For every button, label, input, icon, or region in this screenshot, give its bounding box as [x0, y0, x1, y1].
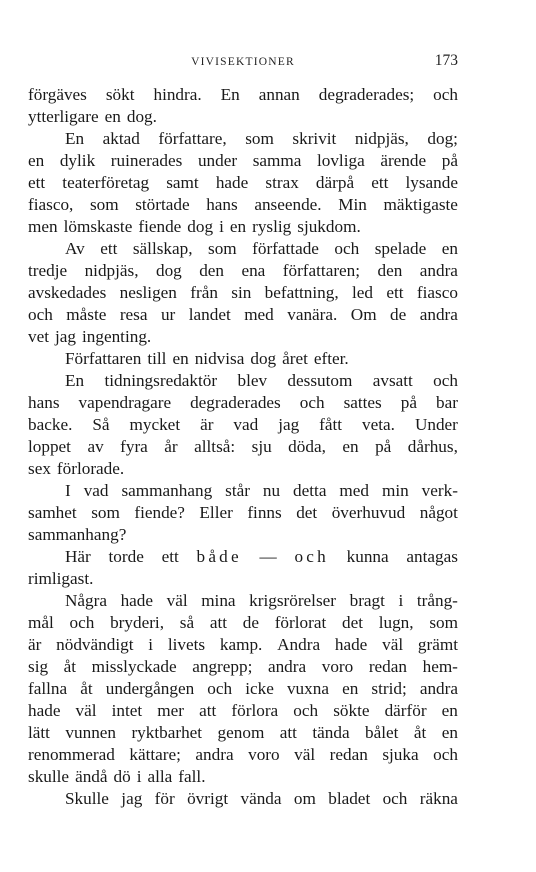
word: skrivit — [292, 129, 337, 148]
word: väl — [166, 591, 188, 610]
text-line — [28, 194, 458, 216]
word: fiende — [138, 217, 182, 236]
word: om — [293, 789, 316, 808]
word: och — [433, 85, 458, 104]
word: — — [259, 547, 277, 566]
word: att — [209, 613, 227, 632]
running-head — [28, 52, 458, 72]
word: alltså: — [194, 437, 236, 456]
word: den — [199, 261, 225, 280]
word: ärende — [380, 151, 427, 170]
word: voro — [321, 657, 354, 676]
text-line — [28, 656, 458, 678]
word: en — [104, 107, 121, 126]
word: Skulle — [65, 789, 109, 808]
word: ruinerades — [110, 151, 183, 170]
word: mål — [28, 613, 54, 632]
word: dog; — [427, 129, 458, 148]
word: och — [28, 305, 53, 324]
word: fallna — [28, 679, 68, 698]
word: hade — [28, 701, 61, 720]
word: det — [341, 613, 363, 632]
word: på — [400, 393, 417, 412]
word: avskedades — [28, 283, 107, 302]
word: av — [87, 437, 104, 456]
word: den — [377, 261, 403, 280]
word: ett — [386, 283, 404, 302]
word: men — [28, 217, 58, 236]
word: lugn, — [378, 613, 414, 632]
word: dö — [113, 767, 131, 786]
word: de — [242, 613, 259, 632]
word: hans — [206, 195, 238, 214]
word: i — [219, 217, 224, 236]
text-line — [28, 172, 458, 194]
word: med — [244, 305, 274, 324]
word: efter. — [313, 349, 349, 368]
word: nidvisa — [194, 349, 245, 368]
word: fiende? — [134, 503, 185, 522]
word: torde — [108, 547, 144, 566]
word: lätt — [28, 723, 50, 742]
word: lömskaste — [63, 217, 133, 236]
word: sex — [28, 459, 51, 478]
word: Eller — [199, 503, 233, 522]
word: övrigt — [187, 789, 229, 808]
word: måste — [66, 305, 107, 324]
word: från — [190, 283, 218, 302]
word: dog — [155, 261, 182, 280]
word: andra — [267, 657, 307, 676]
word: både — [196, 547, 242, 566]
text-line — [28, 590, 458, 612]
word: för — [154, 789, 175, 808]
word: livets — [167, 635, 206, 654]
word: vad — [83, 481, 109, 500]
word: samma — [252, 151, 302, 170]
word: Här — [65, 547, 91, 566]
word: som — [245, 129, 274, 148]
word: Så — [92, 415, 110, 434]
word: bålet — [365, 723, 399, 742]
word: Om — [350, 305, 377, 324]
word: Min — [338, 195, 367, 214]
word: En — [220, 85, 240, 104]
word: bar — [435, 393, 458, 412]
word: en — [229, 217, 247, 236]
word: något — [419, 503, 458, 522]
word: förlorade. — [56, 459, 125, 478]
text-line — [28, 634, 458, 656]
word: det — [296, 503, 318, 522]
word: en — [441, 723, 458, 742]
word: att — [279, 723, 297, 742]
word: min — [381, 481, 409, 500]
word: räkna — [419, 789, 458, 808]
word: Under — [414, 415, 458, 434]
word: en — [342, 679, 359, 698]
word: i — [136, 767, 142, 786]
word: sjukdom. — [297, 217, 361, 236]
word: år — [164, 437, 178, 456]
word: nidpjäs, — [354, 129, 409, 148]
word: och — [294, 547, 329, 566]
word: på — [441, 151, 458, 170]
word: renommerad — [28, 745, 115, 764]
page-number: 173 — [434, 52, 458, 69]
word: mer — [157, 701, 185, 720]
word: jag — [278, 415, 300, 434]
word: alla — [147, 767, 173, 786]
word: som — [429, 613, 458, 632]
word: åt — [80, 679, 93, 698]
word: ytterligare — [28, 107, 99, 126]
word: dylik — [59, 151, 96, 170]
word: så — [179, 613, 195, 632]
word: strax — [265, 173, 299, 192]
word: fått — [319, 415, 343, 434]
word: andra — [195, 745, 234, 764]
word: de — [390, 305, 407, 324]
word: som — [208, 239, 237, 258]
word: och — [207, 679, 233, 698]
word: därpå — [315, 173, 355, 192]
word: trång- — [416, 591, 458, 610]
word: veta. — [362, 415, 395, 434]
text-line — [28, 392, 458, 414]
text-line — [28, 106, 458, 128]
word: författade — [252, 239, 319, 258]
word: aktad — [102, 129, 140, 148]
word: hade — [215, 173, 249, 192]
word: och — [433, 371, 458, 390]
word: kättare; — [129, 745, 181, 764]
text-line — [28, 150, 458, 172]
text-line — [28, 84, 458, 106]
word: mäktigaste — [383, 195, 458, 214]
word: och — [299, 393, 325, 412]
word: som — [89, 195, 119, 214]
text-line — [28, 216, 458, 238]
text-line — [28, 304, 458, 326]
word: därför — [384, 701, 427, 720]
word: backe. — [28, 415, 73, 434]
text-line — [28, 436, 458, 458]
word: sattes — [343, 393, 382, 412]
word: året — [282, 349, 308, 368]
word: ett — [161, 547, 179, 566]
word: andra — [419, 679, 458, 698]
word: vunnen — [65, 723, 117, 742]
word: vända — [240, 789, 282, 808]
word: jag — [121, 789, 143, 808]
word: hans — [28, 393, 60, 412]
word: sin — [231, 283, 252, 302]
word: Av — [65, 239, 85, 258]
word: fiasco, — [28, 195, 74, 214]
word: rimligast. — [28, 569, 94, 588]
word: misslyckade — [91, 657, 177, 676]
word: förlorat — [274, 613, 327, 632]
word: i — [398, 591, 404, 610]
word: En — [65, 129, 85, 148]
word: teaterföretag — [62, 173, 150, 192]
word: som — [91, 503, 120, 522]
word: hindra. — [153, 85, 202, 104]
word: undergången — [105, 679, 195, 698]
word: detta — [293, 481, 327, 500]
word: ett — [371, 173, 389, 192]
word: en — [342, 437, 359, 456]
text-line — [28, 348, 458, 370]
word: är — [28, 635, 42, 654]
word: redan — [368, 657, 407, 676]
word: en — [172, 349, 189, 368]
text-line — [28, 568, 458, 590]
word: antagas — [406, 547, 458, 566]
word: dog — [250, 349, 277, 368]
text-line — [28, 546, 458, 568]
word: verk- — [421, 481, 458, 500]
text-line — [28, 260, 458, 282]
word: nu — [262, 481, 281, 500]
word: en — [441, 239, 458, 258]
text-line — [28, 282, 458, 304]
text-line — [28, 678, 458, 700]
word: och — [433, 745, 458, 764]
word: fyra — [120, 437, 148, 456]
word: en — [28, 151, 45, 170]
word: dog — [187, 217, 214, 236]
word: tidningsredaktör — [104, 371, 218, 390]
word: sig — [28, 657, 49, 676]
word: Andra — [277, 635, 321, 654]
word: ett — [100, 239, 118, 258]
word: döda, — [288, 437, 326, 456]
word: vad — [233, 415, 259, 434]
word: tända — [312, 723, 350, 742]
word: strid; — [371, 679, 407, 698]
word: och — [382, 789, 408, 808]
text-line — [28, 612, 458, 634]
word: finns — [247, 503, 282, 522]
text-line — [28, 744, 458, 766]
word: vuxna — [286, 679, 329, 698]
text-line — [28, 722, 458, 744]
text-line — [28, 502, 458, 524]
word: mina — [201, 591, 236, 610]
word: ena — [241, 261, 266, 280]
word: degraderades — [190, 393, 281, 412]
word: hade — [120, 591, 154, 610]
word: sökte — [333, 701, 370, 720]
word: ur — [160, 305, 176, 324]
word: överhuvud — [331, 503, 406, 522]
word: degraderades; — [318, 85, 415, 104]
word: vet — [28, 327, 49, 346]
word: i — [148, 635, 154, 654]
word: anseende. — [254, 195, 322, 214]
word: Författaren — [65, 349, 142, 368]
word: sju — [251, 437, 272, 456]
word: sällskap, — [132, 239, 193, 258]
word: dog. — [126, 107, 157, 126]
word: sammanhang — [121, 481, 213, 500]
word: lysande — [405, 173, 458, 192]
word: förgäves — [28, 85, 87, 104]
word: mycket — [129, 415, 181, 434]
word: bragt — [349, 591, 385, 610]
word: icke — [245, 679, 274, 698]
word: sjuka — [382, 745, 419, 764]
word: vanära. — [287, 305, 338, 324]
word: sökt — [105, 85, 135, 104]
word: voro — [248, 745, 280, 764]
word: hem- — [422, 657, 458, 676]
word: åt — [63, 657, 77, 676]
word: loppet — [28, 437, 71, 456]
word: ryslig — [252, 217, 292, 236]
word: hade — [334, 635, 368, 654]
word: en — [441, 701, 458, 720]
text-line — [28, 414, 458, 436]
body-text — [28, 84, 458, 810]
text-line — [28, 458, 458, 480]
word: samt — [166, 173, 199, 192]
word: landet — [188, 305, 231, 324]
word: intet — [111, 701, 143, 720]
running-title: VIVISEKTIONER — [191, 56, 295, 68]
word: förlora — [231, 701, 279, 720]
word: ryktbarhet — [131, 723, 203, 742]
word: genom — [217, 723, 265, 742]
word: väl — [382, 635, 404, 654]
text-line — [28, 788, 458, 810]
word: sammanhang? — [28, 525, 127, 544]
word: redan — [329, 745, 368, 764]
word: samhet — [28, 503, 77, 522]
word: på — [375, 437, 392, 456]
word: står — [225, 481, 250, 500]
word: lovliga — [316, 151, 365, 170]
word: nesligen — [119, 283, 177, 302]
word: åt — [413, 723, 427, 742]
word: led — [352, 283, 373, 302]
word: och — [293, 701, 319, 720]
word: väl — [294, 745, 316, 764]
word: grämt — [417, 635, 458, 654]
word: bladet — [328, 789, 371, 808]
text-line — [28, 480, 458, 502]
word: befattning, — [264, 283, 339, 302]
word: ett — [28, 173, 46, 192]
word: blev — [237, 371, 268, 390]
word: I — [65, 481, 71, 500]
text-line — [28, 370, 458, 392]
word: andra — [419, 261, 458, 280]
word: bryderi, — [110, 613, 165, 632]
word: Några — [65, 591, 107, 610]
word: angrepp; — [192, 657, 253, 676]
word: andra — [419, 305, 458, 324]
word: resa — [119, 305, 148, 324]
word: författare, — [158, 129, 227, 148]
word: spelade — [374, 239, 427, 258]
word: dessutom — [287, 371, 353, 390]
word: nidpjäs, — [84, 261, 139, 280]
word: fiasco — [416, 283, 458, 302]
word: skulle — [28, 767, 70, 786]
text-line — [28, 326, 458, 348]
word: kamp. — [219, 635, 263, 654]
word: författaren; — [282, 261, 361, 280]
text-line — [28, 128, 458, 150]
word: annan — [258, 85, 300, 104]
word: avsatt — [372, 371, 413, 390]
word: är — [200, 415, 214, 434]
word: nödvändigt — [56, 635, 134, 654]
word: dårhus, — [407, 437, 458, 456]
word: väl — [75, 701, 97, 720]
word: vapendragare — [78, 393, 172, 412]
text-line — [28, 700, 458, 722]
word: störtade — [135, 195, 190, 214]
text-line — [28, 238, 458, 260]
word: fall. — [178, 767, 206, 786]
word: jag — [55, 327, 76, 346]
text-line — [28, 766, 458, 788]
word: En — [65, 371, 85, 390]
word: ändå — [75, 767, 108, 786]
word: till — [147, 349, 167, 368]
word: ingenting. — [82, 327, 152, 346]
word: och — [334, 239, 360, 258]
text-line — [28, 524, 458, 546]
word: kunna — [346, 547, 389, 566]
word: och — [69, 613, 95, 632]
word: att — [199, 701, 217, 720]
word: krigsrörelser — [249, 591, 337, 610]
word: under — [197, 151, 238, 170]
word: tredje — [28, 261, 68, 280]
word: med — [339, 481, 369, 500]
